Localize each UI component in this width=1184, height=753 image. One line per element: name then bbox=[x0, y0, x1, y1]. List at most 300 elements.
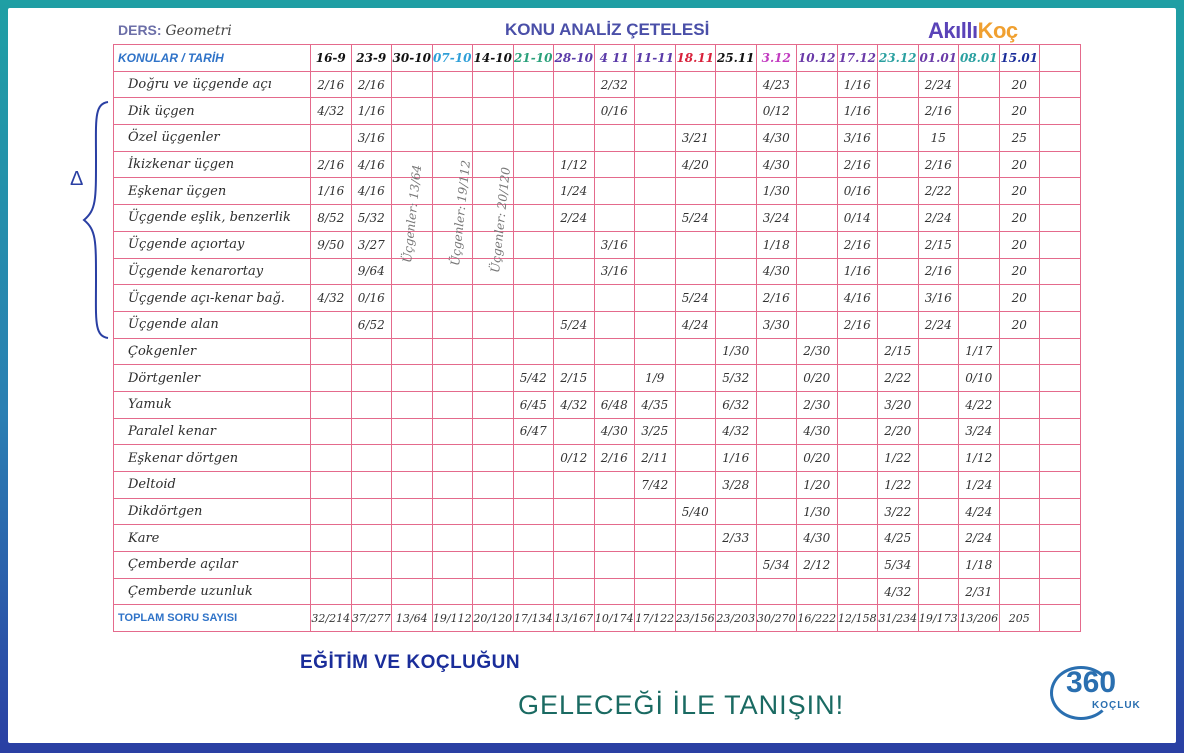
subject-value: Geometri bbox=[165, 23, 232, 39]
score-cell bbox=[554, 498, 595, 525]
total-cell: 19/112 bbox=[432, 605, 473, 632]
score-cell bbox=[473, 525, 514, 552]
score-cell: 1/12 bbox=[554, 151, 595, 178]
score-cell bbox=[513, 472, 554, 499]
score-cell: 6/32 bbox=[716, 391, 757, 418]
score-cell: 20 bbox=[999, 311, 1040, 338]
score-cell bbox=[594, 552, 635, 579]
score-cell bbox=[878, 98, 919, 125]
score-cell bbox=[513, 338, 554, 365]
total-cell: 13/167 bbox=[554, 605, 595, 632]
score-cell: 1/30 bbox=[797, 498, 838, 525]
score-cell bbox=[351, 552, 392, 579]
total-row bbox=[114, 605, 1081, 632]
score-cell: 0/12 bbox=[756, 98, 797, 125]
score-cell bbox=[918, 472, 959, 499]
score-cell: 3/16 bbox=[918, 285, 959, 312]
score-cell bbox=[554, 578, 595, 605]
score-cell bbox=[554, 472, 595, 499]
score-cell bbox=[959, 285, 1000, 312]
score-cell bbox=[1040, 498, 1081, 525]
score-cell bbox=[918, 391, 959, 418]
score-cell: 2/22 bbox=[918, 178, 959, 205]
score-cell: 20 bbox=[999, 231, 1040, 258]
score-cell bbox=[999, 418, 1040, 445]
table-row bbox=[114, 285, 1081, 312]
score-cell: 3/22 bbox=[878, 498, 919, 525]
score-cell: 4/32 bbox=[311, 98, 352, 125]
score-cell bbox=[473, 552, 514, 579]
score-cell bbox=[716, 205, 757, 232]
score-cell bbox=[635, 71, 676, 98]
score-cell: 20 bbox=[999, 98, 1040, 125]
score-cell bbox=[797, 125, 838, 152]
score-cell: 4/30 bbox=[756, 125, 797, 152]
score-cell bbox=[675, 418, 716, 445]
score-cell bbox=[311, 391, 352, 418]
score-cell bbox=[594, 311, 635, 338]
table-row bbox=[114, 418, 1081, 445]
score-cell bbox=[351, 445, 392, 472]
score-cell bbox=[513, 578, 554, 605]
score-cell bbox=[635, 498, 676, 525]
score-cell bbox=[635, 231, 676, 258]
score-cell bbox=[797, 205, 838, 232]
total-cell: 10/174 bbox=[594, 605, 635, 632]
score-cell bbox=[392, 98, 433, 125]
score-cell: 4/20 bbox=[675, 151, 716, 178]
score-cell bbox=[837, 445, 878, 472]
topic-cell: Eşkenar dörtgen bbox=[114, 445, 311, 472]
score-cell bbox=[594, 338, 635, 365]
score-cell: 3/16 bbox=[594, 258, 635, 285]
score-cell bbox=[797, 311, 838, 338]
score-cell: 2/24 bbox=[959, 525, 1000, 552]
score-cell bbox=[959, 311, 1000, 338]
score-cell bbox=[1040, 552, 1081, 579]
score-cell: 3/28 bbox=[716, 472, 757, 499]
score-cell: 1/17 bbox=[959, 338, 1000, 365]
score-cell bbox=[959, 125, 1000, 152]
score-cell bbox=[594, 525, 635, 552]
table-row bbox=[114, 525, 1081, 552]
score-cell bbox=[311, 338, 352, 365]
score-cell bbox=[311, 125, 352, 152]
score-cell bbox=[675, 258, 716, 285]
score-cell: 4/30 bbox=[756, 258, 797, 285]
score-cell: 6/52 bbox=[351, 311, 392, 338]
date-header: 17.12 bbox=[837, 45, 878, 72]
score-cell bbox=[999, 525, 1040, 552]
score-cell bbox=[716, 498, 757, 525]
score-cell bbox=[675, 365, 716, 392]
score-cell bbox=[635, 98, 676, 125]
score-cell bbox=[918, 418, 959, 445]
score-cell bbox=[392, 71, 433, 98]
topic-cell: Dik üçgen bbox=[114, 98, 311, 125]
score-cell: 4/35 bbox=[635, 391, 676, 418]
score-cell: 3/27 bbox=[351, 231, 392, 258]
score-cell bbox=[473, 498, 514, 525]
akillikoc-logo bbox=[928, 18, 1018, 44]
score-cell: 20 bbox=[999, 258, 1040, 285]
score-cell bbox=[675, 178, 716, 205]
score-cell bbox=[1040, 205, 1081, 232]
score-cell bbox=[513, 71, 554, 98]
score-cell bbox=[513, 125, 554, 152]
score-cell bbox=[311, 525, 352, 552]
score-cell bbox=[513, 552, 554, 579]
score-cell: 2/30 bbox=[797, 338, 838, 365]
date-header: 11-11 bbox=[635, 45, 676, 72]
total-cell: 13/64 bbox=[392, 605, 433, 632]
score-cell: 2/16 bbox=[837, 151, 878, 178]
score-cell: 2/16 bbox=[351, 71, 392, 98]
score-cell bbox=[1040, 391, 1081, 418]
score-cell bbox=[1040, 178, 1081, 205]
score-cell bbox=[432, 498, 473, 525]
score-cell bbox=[513, 98, 554, 125]
score-cell: 4/24 bbox=[959, 498, 1000, 525]
score-cell: 5/40 bbox=[675, 498, 716, 525]
score-cell bbox=[959, 178, 1000, 205]
score-cell bbox=[473, 418, 514, 445]
topic-cell: Üçgende açı-kenar bağ. bbox=[114, 285, 311, 312]
score-cell: 15 bbox=[918, 125, 959, 152]
topic-cell: Yamuk bbox=[114, 391, 311, 418]
score-cell bbox=[675, 552, 716, 579]
score-cell bbox=[918, 338, 959, 365]
score-cell bbox=[513, 311, 554, 338]
total-cell: 20/120 bbox=[473, 605, 514, 632]
total-label: TOPLAM SORU SAYISI bbox=[114, 605, 311, 632]
score-cell: 2/16 bbox=[311, 71, 352, 98]
score-cell: 1/24 bbox=[959, 472, 1000, 499]
score-cell bbox=[878, 258, 919, 285]
score-cell bbox=[999, 552, 1040, 579]
score-cell bbox=[594, 498, 635, 525]
logo-part-1: Akıllı bbox=[928, 18, 978, 43]
score-cell: 6/48 bbox=[594, 391, 635, 418]
vertical-note: Üçgenler: 13/64 bbox=[400, 164, 425, 264]
total-cell: 37/277 bbox=[351, 605, 392, 632]
score-cell bbox=[473, 98, 514, 125]
score-cell bbox=[432, 525, 473, 552]
score-cell: 2/15 bbox=[878, 338, 919, 365]
score-cell bbox=[756, 391, 797, 418]
table-row bbox=[114, 365, 1081, 392]
score-cell bbox=[635, 205, 676, 232]
score-cell bbox=[716, 151, 757, 178]
table-row bbox=[114, 445, 1081, 472]
triangle-mark: Δ bbox=[70, 168, 84, 190]
date-header: 3.12 bbox=[756, 45, 797, 72]
score-cell bbox=[1040, 445, 1081, 472]
score-cell bbox=[432, 472, 473, 499]
score-cell bbox=[392, 525, 433, 552]
score-cell bbox=[756, 498, 797, 525]
score-cell bbox=[473, 472, 514, 499]
score-cell bbox=[918, 498, 959, 525]
score-cell bbox=[716, 125, 757, 152]
score-cell bbox=[918, 445, 959, 472]
score-cell: 5/24 bbox=[675, 205, 716, 232]
score-cell bbox=[473, 391, 514, 418]
score-cell bbox=[432, 578, 473, 605]
score-cell bbox=[716, 98, 757, 125]
score-cell bbox=[554, 71, 595, 98]
subject-line bbox=[118, 22, 232, 39]
score-cell: 0/20 bbox=[797, 445, 838, 472]
score-cell: 1/22 bbox=[878, 445, 919, 472]
score-cell bbox=[675, 231, 716, 258]
score-cell: 4/16 bbox=[837, 285, 878, 312]
score-cell: 5/24 bbox=[675, 285, 716, 312]
score-cell bbox=[432, 365, 473, 392]
score-cell bbox=[797, 71, 838, 98]
score-cell: 4/32 bbox=[716, 418, 757, 445]
topic-analysis-table bbox=[113, 44, 1081, 632]
score-cell bbox=[432, 391, 473, 418]
score-cell bbox=[756, 578, 797, 605]
date-header: 28-10 bbox=[554, 45, 595, 72]
score-cell bbox=[837, 472, 878, 499]
score-cell bbox=[999, 578, 1040, 605]
score-cell bbox=[837, 365, 878, 392]
date-header: 23-9 bbox=[351, 45, 392, 72]
table-row bbox=[114, 391, 1081, 418]
score-cell bbox=[1040, 338, 1081, 365]
score-cell: 2/16 bbox=[594, 445, 635, 472]
score-cell bbox=[837, 498, 878, 525]
score-cell: 2/15 bbox=[554, 365, 595, 392]
score-cell bbox=[999, 365, 1040, 392]
score-cell bbox=[837, 338, 878, 365]
score-cell bbox=[432, 125, 473, 152]
score-cell bbox=[797, 178, 838, 205]
score-cell bbox=[1040, 578, 1081, 605]
score-cell bbox=[1040, 472, 1081, 499]
score-cell bbox=[311, 258, 352, 285]
score-cell: 2/31 bbox=[959, 578, 1000, 605]
score-cell bbox=[473, 365, 514, 392]
score-cell: 2/30 bbox=[797, 391, 838, 418]
score-cell bbox=[351, 578, 392, 605]
score-cell bbox=[1040, 231, 1081, 258]
table-row bbox=[114, 552, 1081, 579]
score-cell bbox=[1040, 98, 1081, 125]
topic-cell: Üçgende alan bbox=[114, 311, 311, 338]
score-cell bbox=[473, 311, 514, 338]
score-cell bbox=[392, 445, 433, 472]
score-cell: 5/32 bbox=[351, 205, 392, 232]
score-cell bbox=[594, 151, 635, 178]
score-cell bbox=[432, 98, 473, 125]
score-cell bbox=[837, 578, 878, 605]
score-cell: 2/24 bbox=[918, 71, 959, 98]
score-cell bbox=[675, 98, 716, 125]
score-cell bbox=[432, 311, 473, 338]
score-cell bbox=[1040, 125, 1081, 152]
date-header: 23.12 bbox=[878, 45, 919, 72]
score-cell bbox=[959, 205, 1000, 232]
date-header: 10.12 bbox=[797, 45, 838, 72]
score-cell bbox=[675, 71, 716, 98]
date-header: 30-10 bbox=[392, 45, 433, 72]
total-cell: 16/222 bbox=[797, 605, 838, 632]
table-row bbox=[114, 98, 1081, 125]
table-row bbox=[114, 151, 1081, 178]
score-cell: 1/24 bbox=[554, 178, 595, 205]
score-cell bbox=[918, 552, 959, 579]
score-cell bbox=[311, 552, 352, 579]
score-cell: 20 bbox=[999, 178, 1040, 205]
score-cell bbox=[473, 71, 514, 98]
score-cell bbox=[959, 71, 1000, 98]
total-cell: 23/203 bbox=[716, 605, 757, 632]
score-cell: 7/42 bbox=[635, 472, 676, 499]
score-cell: 2/12 bbox=[797, 552, 838, 579]
topic-cell: Çemberde uzunluk bbox=[114, 578, 311, 605]
score-cell bbox=[473, 445, 514, 472]
table-row bbox=[114, 178, 1081, 205]
360-kocluk-logo bbox=[1048, 660, 1158, 720]
score-cell: 3/21 bbox=[675, 125, 716, 152]
topic-cell: Dikdörtgen bbox=[114, 498, 311, 525]
logo-number: 360 bbox=[1066, 666, 1117, 699]
score-cell: 4/32 bbox=[878, 578, 919, 605]
table-row bbox=[114, 71, 1081, 98]
table-row bbox=[114, 125, 1081, 152]
score-cell: 2/33 bbox=[716, 525, 757, 552]
topic-cell: Çokgenler bbox=[114, 338, 311, 365]
bracket-icon bbox=[80, 100, 110, 340]
score-cell bbox=[797, 285, 838, 312]
score-cell bbox=[756, 418, 797, 445]
score-cell bbox=[554, 525, 595, 552]
score-cell bbox=[554, 285, 595, 312]
score-cell bbox=[554, 418, 595, 445]
score-cell bbox=[959, 151, 1000, 178]
score-cell: 0/16 bbox=[351, 285, 392, 312]
vertical-note: Üçgenler: 19/112 bbox=[448, 159, 474, 267]
score-cell bbox=[513, 525, 554, 552]
score-cell bbox=[999, 472, 1040, 499]
table-row bbox=[114, 498, 1081, 525]
score-cell: 1/16 bbox=[837, 71, 878, 98]
score-cell: 2/32 bbox=[594, 71, 635, 98]
score-cell bbox=[311, 311, 352, 338]
score-cell: 2/24 bbox=[554, 205, 595, 232]
total-cell: 205 bbox=[999, 605, 1040, 632]
score-cell bbox=[837, 525, 878, 552]
logo-part-2: Koç bbox=[977, 18, 1018, 43]
date-header: 14-10 bbox=[473, 45, 514, 72]
table-row bbox=[114, 231, 1081, 258]
score-cell bbox=[351, 365, 392, 392]
total-cell: 30/270 bbox=[756, 605, 797, 632]
score-cell: 1/30 bbox=[716, 338, 757, 365]
score-cell: 1/20 bbox=[797, 472, 838, 499]
date-header: 16-9 bbox=[311, 45, 352, 72]
date-header: 25.11 bbox=[716, 45, 757, 72]
score-cell bbox=[635, 178, 676, 205]
total-cell bbox=[1040, 605, 1081, 632]
score-cell bbox=[675, 391, 716, 418]
score-cell bbox=[878, 311, 919, 338]
score-cell: 4/32 bbox=[554, 391, 595, 418]
score-cell bbox=[554, 231, 595, 258]
score-cell bbox=[594, 125, 635, 152]
score-cell bbox=[999, 498, 1040, 525]
score-cell bbox=[999, 445, 1040, 472]
score-cell bbox=[311, 578, 352, 605]
score-cell: 8/52 bbox=[311, 205, 352, 232]
score-cell bbox=[635, 285, 676, 312]
score-cell bbox=[878, 231, 919, 258]
score-cell: 2/16 bbox=[756, 285, 797, 312]
score-cell: 3/24 bbox=[959, 418, 1000, 445]
score-cell: 1/12 bbox=[959, 445, 1000, 472]
topic-cell: Doğru ve üçgende açı bbox=[114, 71, 311, 98]
score-cell: 1/30 bbox=[756, 178, 797, 205]
score-cell bbox=[716, 578, 757, 605]
score-cell bbox=[432, 445, 473, 472]
score-cell bbox=[716, 285, 757, 312]
score-cell bbox=[392, 498, 433, 525]
score-cell: 2/16 bbox=[918, 98, 959, 125]
score-cell: 0/14 bbox=[837, 205, 878, 232]
score-cell bbox=[918, 578, 959, 605]
score-cell bbox=[635, 258, 676, 285]
score-cell bbox=[1040, 311, 1081, 338]
score-cell: 2/22 bbox=[878, 365, 919, 392]
score-cell bbox=[594, 472, 635, 499]
score-cell: 2/20 bbox=[878, 418, 919, 445]
score-cell bbox=[473, 285, 514, 312]
score-cell bbox=[756, 338, 797, 365]
topic-cell: Kare bbox=[114, 525, 311, 552]
score-cell bbox=[635, 525, 676, 552]
score-cell bbox=[756, 445, 797, 472]
score-cell: 4/23 bbox=[756, 71, 797, 98]
score-cell bbox=[513, 285, 554, 312]
total-cell: 19/173 bbox=[918, 605, 959, 632]
score-cell: 2/16 bbox=[837, 311, 878, 338]
score-cell bbox=[1040, 258, 1081, 285]
score-cell bbox=[392, 552, 433, 579]
score-cell: 4/25 bbox=[878, 525, 919, 552]
total-cell: 17/134 bbox=[513, 605, 554, 632]
score-cell bbox=[392, 125, 433, 152]
score-cell: 20 bbox=[999, 71, 1040, 98]
corner-label: KONULAR / TARİH bbox=[114, 45, 311, 72]
score-cell: 4/32 bbox=[311, 285, 352, 312]
score-cell bbox=[554, 98, 595, 125]
score-cell bbox=[392, 391, 433, 418]
score-cell bbox=[797, 151, 838, 178]
score-cell bbox=[756, 365, 797, 392]
score-cell bbox=[594, 365, 635, 392]
date-header bbox=[1040, 45, 1081, 72]
logo-text: KOÇLUK bbox=[1092, 700, 1141, 711]
date-header: 4 11 bbox=[594, 45, 635, 72]
score-cell bbox=[635, 125, 676, 152]
score-cell bbox=[554, 552, 595, 579]
date-header: 01.01 bbox=[918, 45, 959, 72]
score-cell bbox=[878, 205, 919, 232]
score-cell bbox=[513, 178, 554, 205]
